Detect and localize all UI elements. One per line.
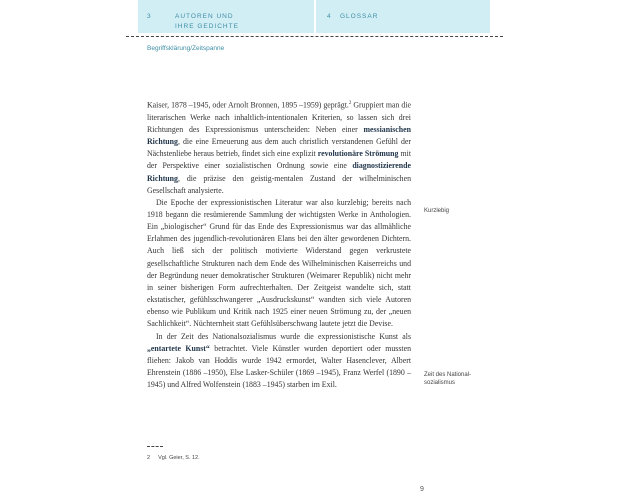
text-run: , die präzise den geistig-mentalen Zustand der wilhelminischen Gesellschaft analysierte. <box>147 173 411 195</box>
margin-note-ns-line1: Zeit des National- <box>424 372 472 378</box>
paragraph-3 <box>147 331 411 392</box>
body-text <box>147 98 411 391</box>
key-term: revolutionäre Strömung <box>317 149 399 159</box>
margin-note-kurzlebig: Kurzlebig <box>424 208 450 214</box>
text-run: Gruppiert man die literarischen Werke nach inhaltlich-intentionalen Kriterien, so lassen sich drei Richtungen des Expressionismus unterscheiden: Neben einer <box>147 100 411 134</box>
text-run: mit der Perspektive einer sozialistischen Ordnung sowie eine <box>147 149 412 171</box>
text-run: In der Zeit des Nationalsozialismus wurde die expressionistische Kunst als <box>156 331 411 341</box>
paragraph-1 <box>147 98 411 197</box>
text-run: Kaiser, 1878 –1945, oder Arnolt Bronnen, 1895 –1959) geprägt. <box>147 100 349 110</box>
page-number: 9 <box>420 486 424 493</box>
key-term: messianischen Richtung <box>147 124 411 147</box>
footnote-rule <box>147 446 163 447</box>
key-term: „entartete Kunst“ <box>147 343 210 353</box>
text-run: , die eine Erneuerung aus dem auch christlich verstandenen Gefühl der Nächstenliebe heraus betrieb, findet sich eine explizit <box>147 137 411 159</box>
header-left-title-line1: AUTOREN UND <box>175 13 234 20</box>
footnote-number: 2 <box>147 455 151 461</box>
section-subheader: Begriffsklärung/Zeitspanne <box>147 45 225 52</box>
footnote-text: Vgl. Geier, S. 12. <box>158 455 200 461</box>
header-right-number: 4 <box>327 13 332 20</box>
footnote-marker: 2 <box>348 101 352 106</box>
footnote <box>147 455 200 461</box>
header-left-title-line2: IHRE GEDICHTE <box>175 23 239 30</box>
text-run: Die Epoche der expressionistischen Literatur war also kurzlebig; bereits nach 1918 begann die resümierende Sammlung der wichtigsten Werke in Anthologien. Ein „biologischer“ Grund für das Ende des Expressionismus war das allmähliche Erlahmen des jugendlich-revolutionären Elans bei den älter gewordenen Dichtern. Auch ließ sich der politisch motivierte Widerstand gegen verkrustete gesellschaftliche Strukturen nach dem Ende des Wilhelminischen Kaiserreichs und der Begründung neuer demokratischer Strukturen (Weimarer Republik) nicht mehr in seiner bisherigen Form aufrechterhalten. Der Zeitgeist wandelte sich, statt ekstatischer, gefühlsschwangerer „Ausdruckskunst“ wandten sich viele Autoren ebenso wie Publikum und Kritik nach 1925 einer neuen Strömung zu, der „neuen Sachlichkeit“. Nüchternheit statt Gefühlsüberschwang lautete jetzt die Devise. <box>147 197 411 329</box>
paragraph-2 <box>147 197 411 331</box>
header-right-title: GLOSSAR <box>340 13 379 20</box>
header-dashed-rule <box>126 36 503 37</box>
header-left-number: 3 <box>147 13 152 20</box>
text-run: betrachtet. Viele Künstler wurden deportiert oder mussten fliehen: Jakob van Hoddis wurde 1942 ermordet, Walter Hasenclever, Albert Ehrenstein (1886 –1950), Else Lasker-Schüler (1869 –1945), Franz Werfel (1890 –1945) und Alfred Wolfenstein (1883 –1945) starben im Exil. <box>147 343 411 390</box>
key-term: diagnostizierende Richtung <box>147 161 411 183</box>
margin-note-ns-line2: sozialismus <box>424 380 456 386</box>
